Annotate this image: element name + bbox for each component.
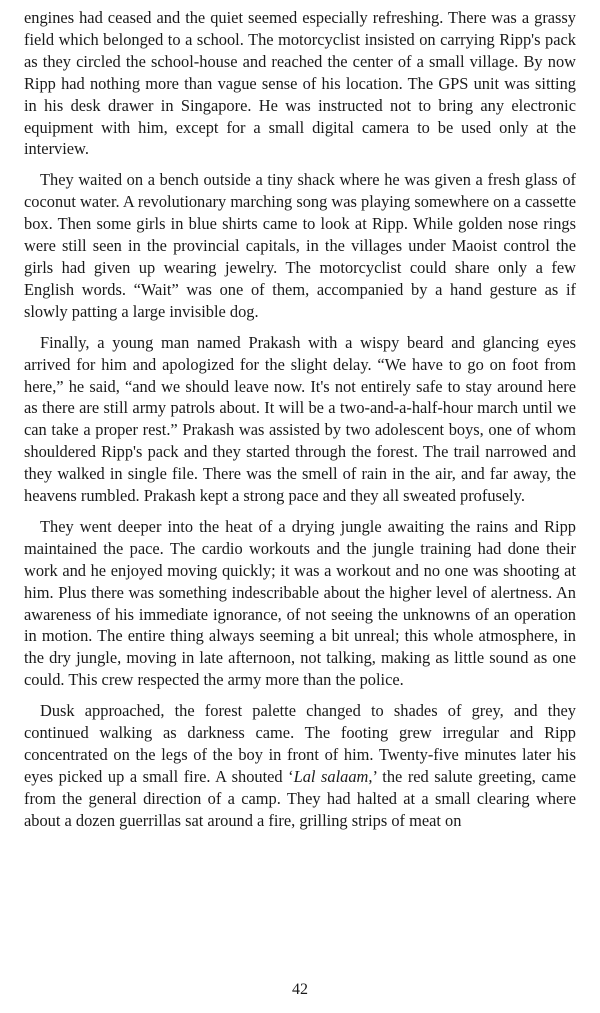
paragraph-3: Finally, a young man named Prakash with a wispy beard and glancing eyes arrived for him and apologized for the slight delay. “We have to go on foot from here,” he said, “and we should leave now. It's not entirely safe to stay around here as there are still army patrols about. It will be a two-and-a-half-hour march until we can take a proper rest.” Prakash was assisted by two adolescent boys, one of whom shouldered Ripp's pack and they started through the forest. The trail narrowed and they walked in single file. There was the smell of rain in the air, and far away, the heavens rumbled. Prakash kept a strong pace and they all sweated profusely.	[24, 332, 576, 506]
italic-phrase: Lal salaam,	[293, 766, 373, 786]
paragraph-5-text-end: ’ the red salute greeting, came from the general direction of a camp. They had halted at a small clearing where about a dozen guerrillas sat around a fire, grilling strips of meat on	[24, 766, 576, 830]
paragraph-5-text-start: Dusk approached, the forest palette changed to shades of grey, and they continued walking as darkness came. The footing grew irregular and Ripp concentrated on the legs of the boy in front of him. Twenty-five minutes later his eyes picked up a small fire. A shouted ‘	[24, 701, 576, 786]
paragraph-1: engines had ceased and the quiet seemed especially refreshing. There was a grassy field which belonged to a school. The motorcyclist insisted on carrying Ripp's pack as they circled the school-house and reached the center of a small village. By now Ripp had nothing more than vague sense of his location. The GPS unit was sitting in his desk drawer in Singapore. He was instructed not to bring any electronic equipment with him, except for a small digital camera to be used only at the interview.	[24, 8, 576, 159]
page-number: 42	[292, 981, 308, 998]
page-body	[24, 7, 576, 832]
paragraph-5	[24, 700, 576, 831]
paragraph-2: They waited on a bench outside a tiny shack where he was given a fresh glass of coconut water. A revolutionary marching song was playing somewhere on a cassette box. Then some girls in blue shirts came to look at Ripp. While golden nose rings were still seen in the provincial capitals, in the villages under Maoist control the girls had given up wearing jewelry. The motorcyclist could share only a few English words. “Wait” was one of them, accompanied by a hand gesture as if slowly patting a large invisible dog.	[24, 170, 576, 321]
paragraph-4: They went deeper into the heat of a drying jungle awaiting the rains and Ripp maintained the pace. The cardio workouts and the jungle training had done their work and he enjoyed moving quickly; it was a workout and no one was shooting at him. Plus there was something indescribable about the higher level of alertness. An awareness of his immediate ignorance, of not seeing the unknowns of an operation in motion. The entire thing always seeming a bit unreal; this whole atmosphere, in the dry jungle, moving in late afternoon, not talking, making as little sound as one could. This crew respected the army more than the police.	[24, 516, 576, 690]
